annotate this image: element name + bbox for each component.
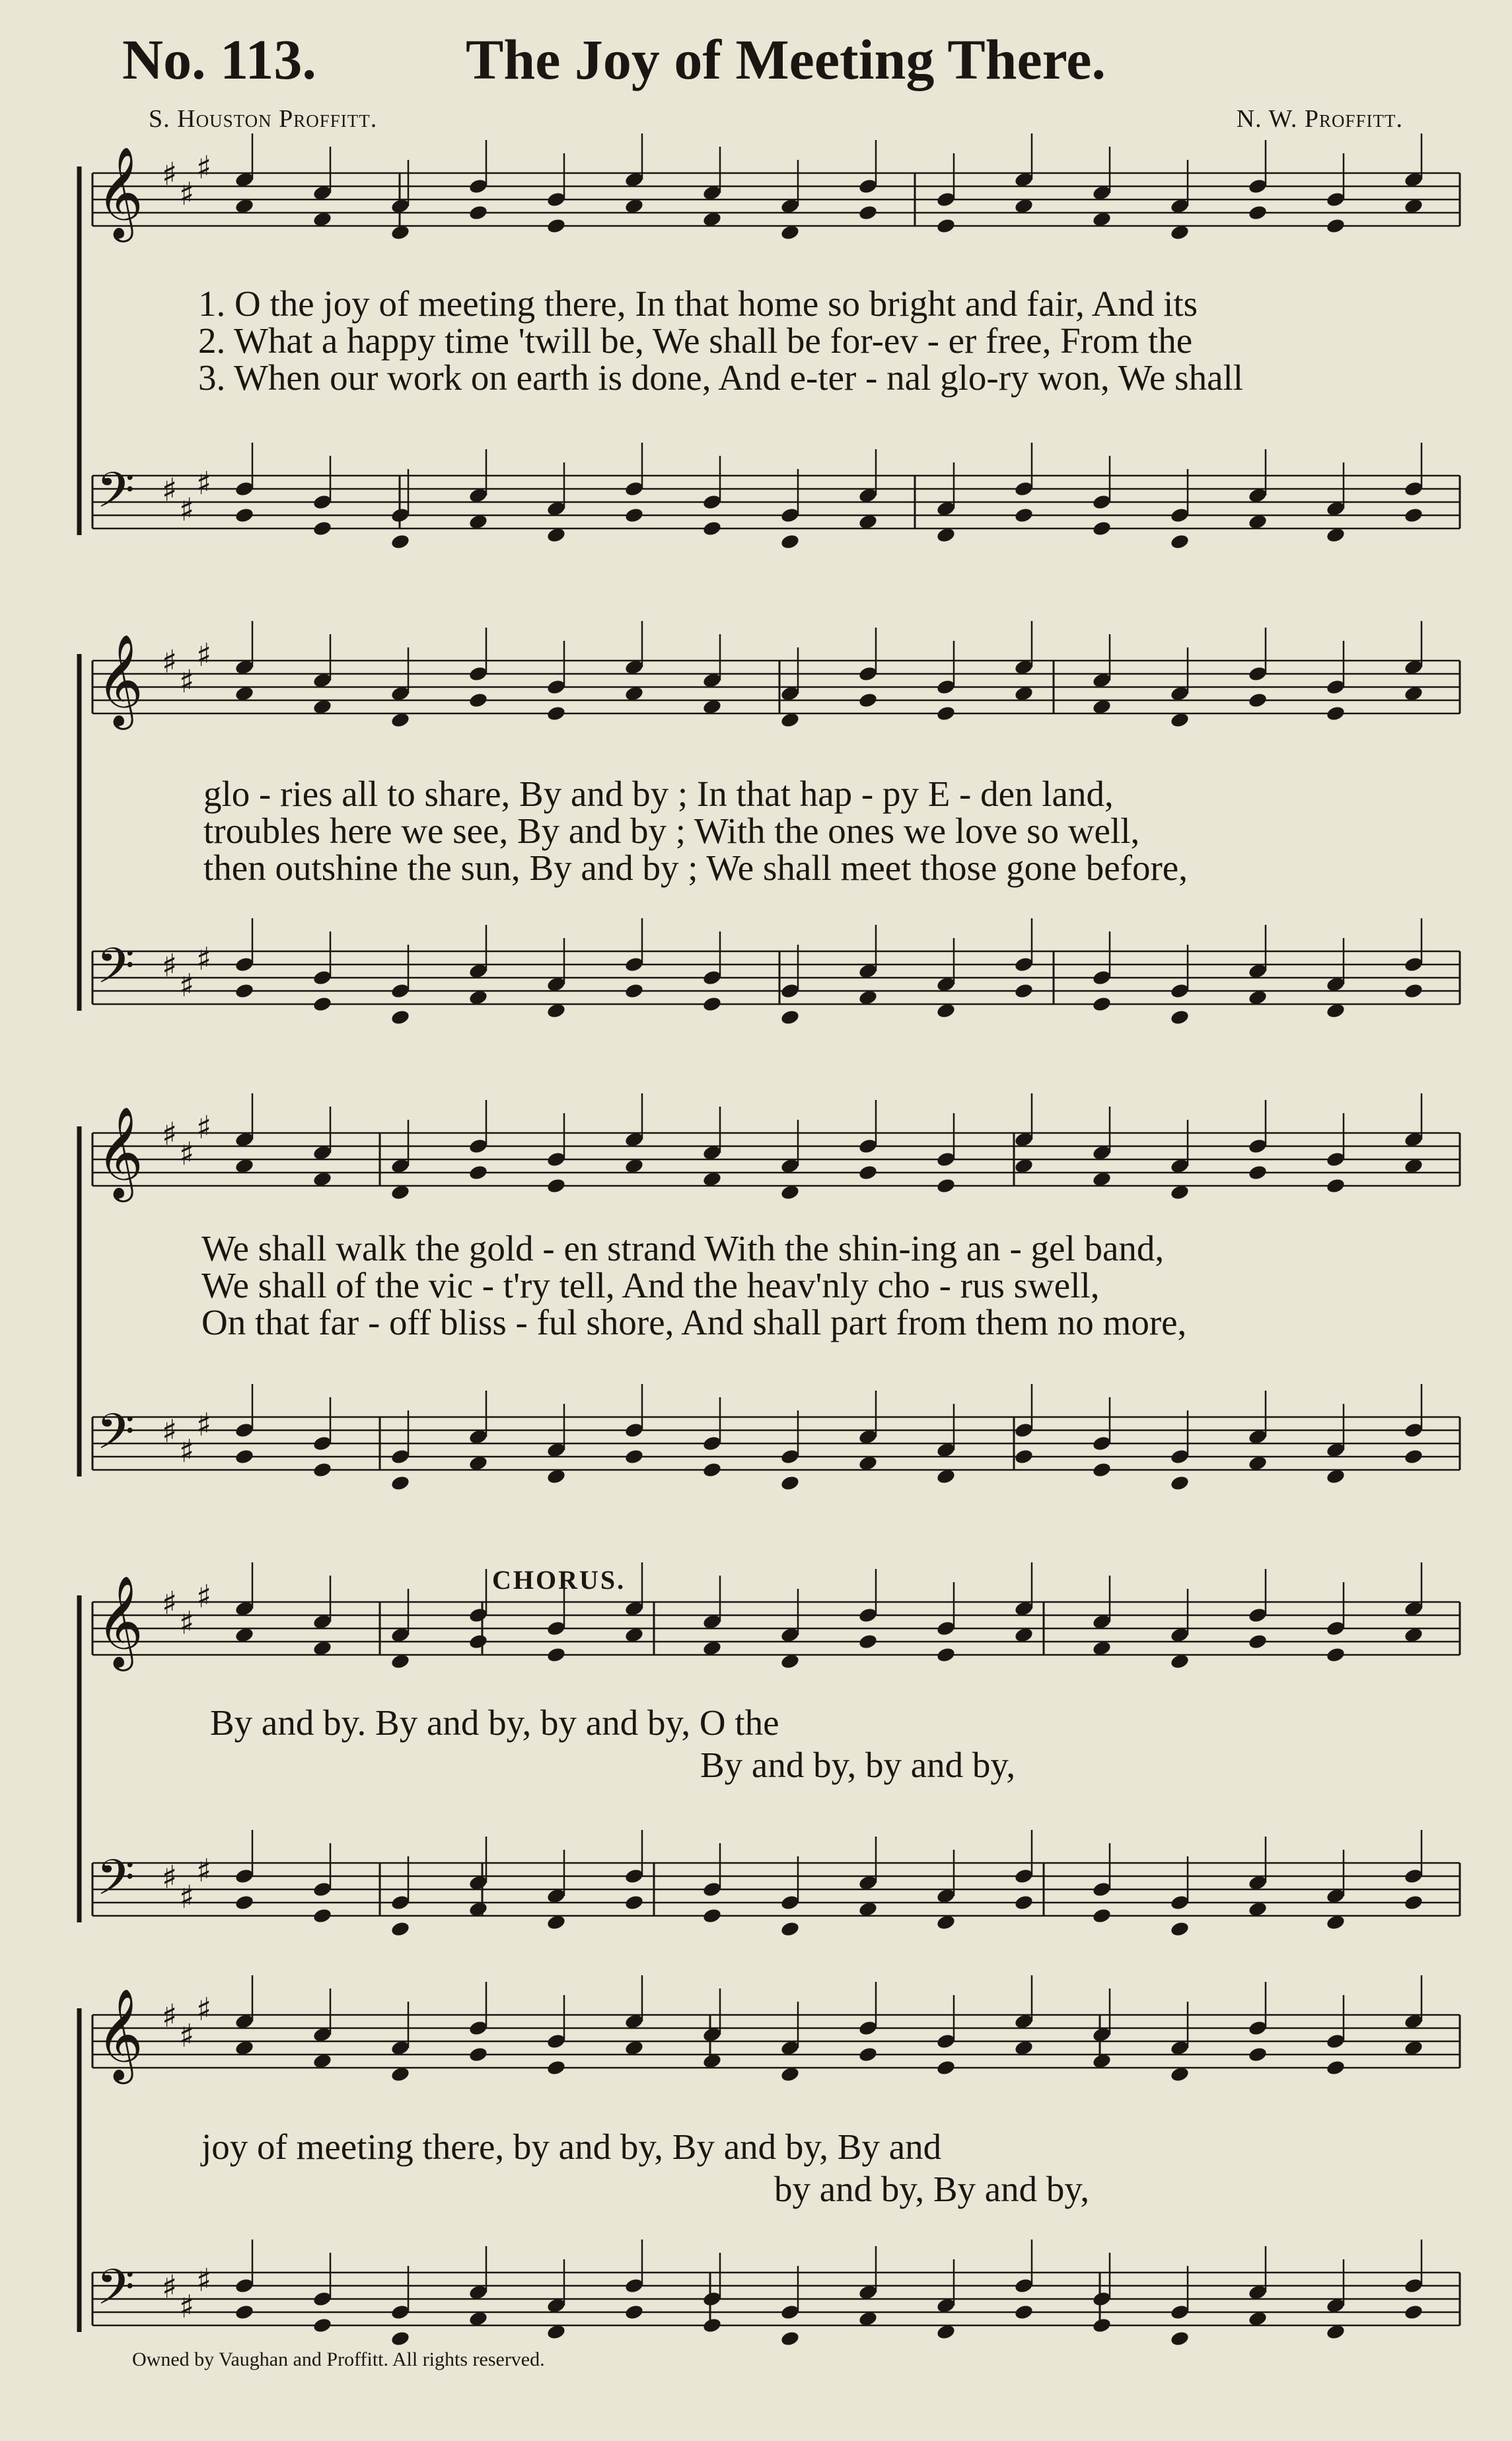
sharp-icon: ♯ — [196, 1852, 212, 1889]
note-head — [1014, 2304, 1034, 2321]
note-head — [390, 2330, 411, 2347]
note-head — [312, 1461, 333, 1478]
note-head — [1170, 1009, 1190, 1026]
note-head — [624, 1894, 645, 1911]
note-head — [390, 1894, 411, 1911]
sharp-icon: ♯ — [179, 967, 195, 1004]
lyric-line: We shall walk the gold - en strand With the shin-ing an - gel band, — [201, 1228, 1165, 1268]
note-head — [624, 1868, 645, 1885]
note-head — [936, 1177, 956, 1194]
note-head — [936, 2059, 956, 2076]
note-head — [1404, 1894, 1424, 1911]
note-head — [468, 1138, 489, 1155]
note-head — [1014, 507, 1034, 524]
sharp-icon: ♯ — [179, 492, 195, 528]
lyric-line: 2. What a happy time 'twill be, We shall be for-ev - er free, From the — [198, 320, 1193, 361]
note-head — [702, 1907, 723, 1924]
note-head — [936, 2033, 956, 2050]
note-head — [1326, 1646, 1346, 1663]
note-head — [624, 982, 645, 1000]
note-head — [702, 2290, 723, 2308]
treble-clef-icon: 𝄞 — [96, 1988, 143, 2080]
note-head — [1092, 969, 1112, 986]
lyric-line: 1. O the joy of meeting there, In that home so bright and fair, And its — [198, 283, 1198, 324]
note-head — [1326, 191, 1346, 208]
note-head — [780, 2330, 801, 2347]
note-head — [1404, 956, 1424, 973]
note-head — [1404, 1448, 1424, 1465]
note-head — [858, 2046, 879, 2063]
note-head — [468, 178, 489, 195]
sharp-icon: ♯ — [179, 176, 195, 213]
note-head — [234, 507, 255, 524]
note-head — [390, 982, 411, 1000]
note-head — [858, 2020, 879, 2037]
note-head — [1326, 2059, 1346, 2076]
note-head — [1170, 1920, 1190, 1938]
lyric-line: by and by, By and by, — [774, 2169, 1090, 2209]
note-head — [702, 1881, 723, 1898]
note-head — [1170, 533, 1190, 550]
note-head — [1170, 1475, 1190, 1492]
note-head — [624, 2304, 645, 2321]
note-head — [312, 520, 333, 537]
sharp-icon: ♯ — [196, 637, 212, 674]
note-head — [936, 1646, 956, 1663]
note-head — [1248, 2046, 1268, 2063]
note-head — [1092, 2290, 1112, 2308]
note-head — [1014, 956, 1034, 973]
note-head — [1326, 1620, 1346, 1637]
sharp-icon: ♯ — [196, 465, 212, 502]
copyright-notice: Owned by Vaughan and Proffitt. All rights reserved. — [132, 2349, 545, 2370]
note-head — [858, 178, 879, 195]
note-head — [468, 2020, 489, 2037]
note-head — [1014, 1894, 1034, 1911]
note-head — [312, 2290, 333, 2308]
note-head — [780, 1009, 801, 1026]
note-head — [468, 1633, 489, 1650]
note-head — [312, 969, 333, 986]
note-head — [1326, 217, 1346, 235]
note-head — [1014, 1448, 1034, 1465]
note-head — [1248, 1607, 1268, 1624]
hymn-title: The Joy of Meeting There. — [466, 28, 1106, 91]
note-head — [1326, 1151, 1346, 1168]
note-head — [936, 191, 956, 208]
note-head — [702, 1461, 723, 1478]
note-head — [1404, 2277, 1424, 2294]
lyric-line: joy of meeting there, by and by, By and by, By and — [201, 2127, 942, 2167]
sharp-icon: ♯ — [179, 663, 195, 700]
note-head — [702, 520, 723, 537]
note-head — [312, 2317, 333, 2334]
sharp-icon: ♯ — [196, 149, 212, 186]
note-head — [702, 969, 723, 986]
lyric-line: glo - ries all to share, By and by ; In that hap - py E - den land, — [203, 774, 1114, 814]
note-head — [312, 493, 333, 511]
note-head — [546, 2059, 567, 2076]
note-head — [1326, 1177, 1346, 1194]
note-head — [1404, 507, 1424, 524]
sharp-icon: ♯ — [196, 1578, 212, 1615]
treble-clef-icon: 𝄞 — [96, 1107, 143, 1198]
note-head — [624, 956, 645, 973]
note-head — [1092, 493, 1112, 511]
lyric-line: then outshine the sun, By and by ; We shall meet those gone before, — [203, 848, 1188, 888]
bass-clef-icon: 𝄢 — [96, 1403, 135, 1473]
lyric-line: 3. When our work on earth is done, And e-ter - nal glo-ry won, We shall — [198, 357, 1244, 398]
note-head — [234, 1868, 255, 1885]
note-head — [1092, 996, 1112, 1013]
note-head — [858, 692, 879, 709]
note-head — [780, 1894, 801, 1911]
note-head — [546, 678, 567, 696]
note-head — [234, 1894, 255, 1911]
note-head — [1170, 1894, 1190, 1911]
note-head — [858, 1164, 879, 1181]
note-head — [390, 1448, 411, 1465]
note-head — [780, 507, 801, 524]
note-head — [546, 217, 567, 235]
sharp-icon: ♯ — [162, 472, 178, 509]
note-head — [1014, 480, 1034, 497]
note-head — [1326, 678, 1346, 696]
note-head — [1404, 480, 1424, 497]
bass-clef-icon: 𝄢 — [96, 462, 135, 531]
note-head — [624, 480, 645, 497]
sharp-icon: ♯ — [162, 1585, 178, 1622]
note-head — [1404, 1422, 1424, 1439]
note-head — [234, 1448, 255, 1465]
sharp-icon: ♯ — [162, 1859, 178, 1896]
lyric-line: troubles here we see, By and by ; With the ones we love so well, — [203, 811, 1140, 851]
treble-clef-icon: 𝄞 — [96, 147, 143, 238]
sharp-icon: ♯ — [162, 947, 178, 984]
bass-clef-icon: 𝄢 — [96, 1849, 135, 1918]
note-head — [234, 1422, 255, 1439]
note-head — [390, 2304, 411, 2321]
note-head — [234, 982, 255, 1000]
note-head — [1170, 1448, 1190, 1465]
note-head — [936, 678, 956, 696]
note-head — [936, 1620, 956, 1637]
note-head — [780, 1920, 801, 1938]
note-head — [780, 982, 801, 1000]
note-head — [546, 705, 567, 722]
note-head — [702, 493, 723, 511]
note-head — [1170, 507, 1190, 524]
note-head — [234, 2277, 255, 2294]
note-head — [1092, 1907, 1112, 1924]
note-head — [780, 2304, 801, 2321]
chorus-label: CHORUS. — [492, 1565, 626, 1595]
sharp-icon: ♯ — [162, 1116, 178, 1153]
lyric-line: We shall of the vic - t'ry tell, And the heav'nly cho - rus swell, — [201, 1265, 1100, 1305]
note-head — [1170, 2330, 1190, 2347]
note-head — [1014, 1868, 1034, 1885]
treble-clef-icon: 𝄞 — [96, 634, 143, 726]
note-head — [468, 204, 489, 221]
note-head — [702, 996, 723, 1013]
note-head — [1092, 1435, 1112, 1452]
note-head — [1170, 982, 1190, 1000]
sharp-icon: ♯ — [162, 1998, 178, 2035]
note-head — [390, 1475, 411, 1492]
sharp-icon: ♯ — [196, 1406, 212, 1443]
lyric-line: By and by. By and by, by and by, O the — [210, 1702, 779, 1743]
note-head — [624, 2277, 645, 2294]
note-head — [1248, 204, 1268, 221]
lyric-line: By and by, by and by, — [700, 1745, 1016, 1785]
note-head — [1092, 2317, 1112, 2334]
note-head — [858, 1607, 879, 1624]
words-credit: S. Houston Proffitt. — [149, 105, 378, 133]
sharp-icon: ♯ — [162, 2269, 178, 2306]
note-head — [468, 1607, 489, 1624]
lyric-line: On that far - off bliss - ful shore, And shall part from them no more, — [201, 1302, 1187, 1342]
note-head — [234, 2304, 255, 2321]
note-head — [702, 2317, 723, 2334]
note-head — [1170, 2304, 1190, 2321]
sharp-icon: ♯ — [162, 1413, 178, 1450]
note-head — [546, 1151, 567, 1168]
note-head — [624, 507, 645, 524]
sharp-icon: ♯ — [179, 1433, 195, 1470]
treble-clef-icon: 𝄞 — [96, 1576, 143, 1667]
bass-clef-icon: 𝄢 — [96, 2259, 135, 2328]
sharp-icon: ♯ — [196, 2262, 212, 2299]
note-head — [1248, 692, 1268, 709]
note-head — [234, 480, 255, 497]
music-credit: N. W. Proffitt. — [1236, 105, 1403, 133]
note-head — [624, 1448, 645, 1465]
sharp-icon: ♯ — [196, 1991, 212, 2028]
note-head — [858, 665, 879, 682]
note-head — [312, 1435, 333, 1452]
sharp-icon: ♯ — [196, 941, 212, 978]
note-head — [1092, 1881, 1112, 1898]
note-head — [390, 533, 411, 550]
note-head — [312, 1881, 333, 1898]
sharp-icon: ♯ — [179, 2288, 195, 2325]
hymn-number: No. 113. — [122, 28, 316, 91]
sharp-icon: ♯ — [196, 1109, 212, 1146]
note-head — [468, 1164, 489, 1181]
note-head — [1248, 2020, 1268, 2037]
bass-clef-icon: 𝄢 — [96, 937, 135, 1007]
note-head — [312, 1907, 333, 1924]
note-head — [780, 1475, 801, 1492]
note-head — [390, 1920, 411, 1938]
note-head — [1248, 178, 1268, 195]
note-head — [390, 1009, 411, 1026]
note-head — [1014, 982, 1034, 1000]
note-head — [1014, 1422, 1034, 1439]
sharp-icon: ♯ — [179, 1605, 195, 1642]
note-head — [546, 1620, 567, 1637]
note-head — [1248, 1138, 1268, 1155]
note-head — [546, 1646, 567, 1663]
note-head — [468, 665, 489, 682]
note-head — [780, 533, 801, 550]
note-head — [1092, 520, 1112, 537]
note-head — [858, 1138, 879, 1155]
note-head — [234, 956, 255, 973]
sharp-icon: ♯ — [162, 156, 178, 193]
sharp-icon: ♯ — [162, 643, 178, 680]
note-head — [1248, 1164, 1268, 1181]
note-head — [1404, 1868, 1424, 1885]
note-head — [936, 1151, 956, 1168]
note-head — [858, 1633, 879, 1650]
sharp-icon: ♯ — [179, 2018, 195, 2055]
note-head — [1248, 1633, 1268, 1650]
note-head — [546, 191, 567, 208]
note-head — [1092, 1461, 1112, 1478]
note-head — [468, 2046, 489, 2063]
sharp-icon: ♯ — [179, 1879, 195, 1916]
note-head — [624, 1422, 645, 1439]
note-head — [468, 692, 489, 709]
note-head — [1326, 2033, 1346, 2050]
note-head — [780, 1448, 801, 1465]
note-head — [312, 996, 333, 1013]
note-head — [546, 2033, 567, 2050]
note-head — [858, 204, 879, 221]
note-head — [702, 1435, 723, 1452]
note-head — [1404, 982, 1424, 1000]
note-head — [1248, 665, 1268, 682]
note-head — [1326, 705, 1346, 722]
note-head — [1404, 2304, 1424, 2321]
note-head — [936, 217, 956, 235]
note-head — [1014, 2277, 1034, 2294]
note-head — [390, 507, 411, 524]
note-head — [546, 1177, 567, 1194]
note-head — [936, 705, 956, 722]
sharp-icon: ♯ — [179, 1136, 195, 1173]
